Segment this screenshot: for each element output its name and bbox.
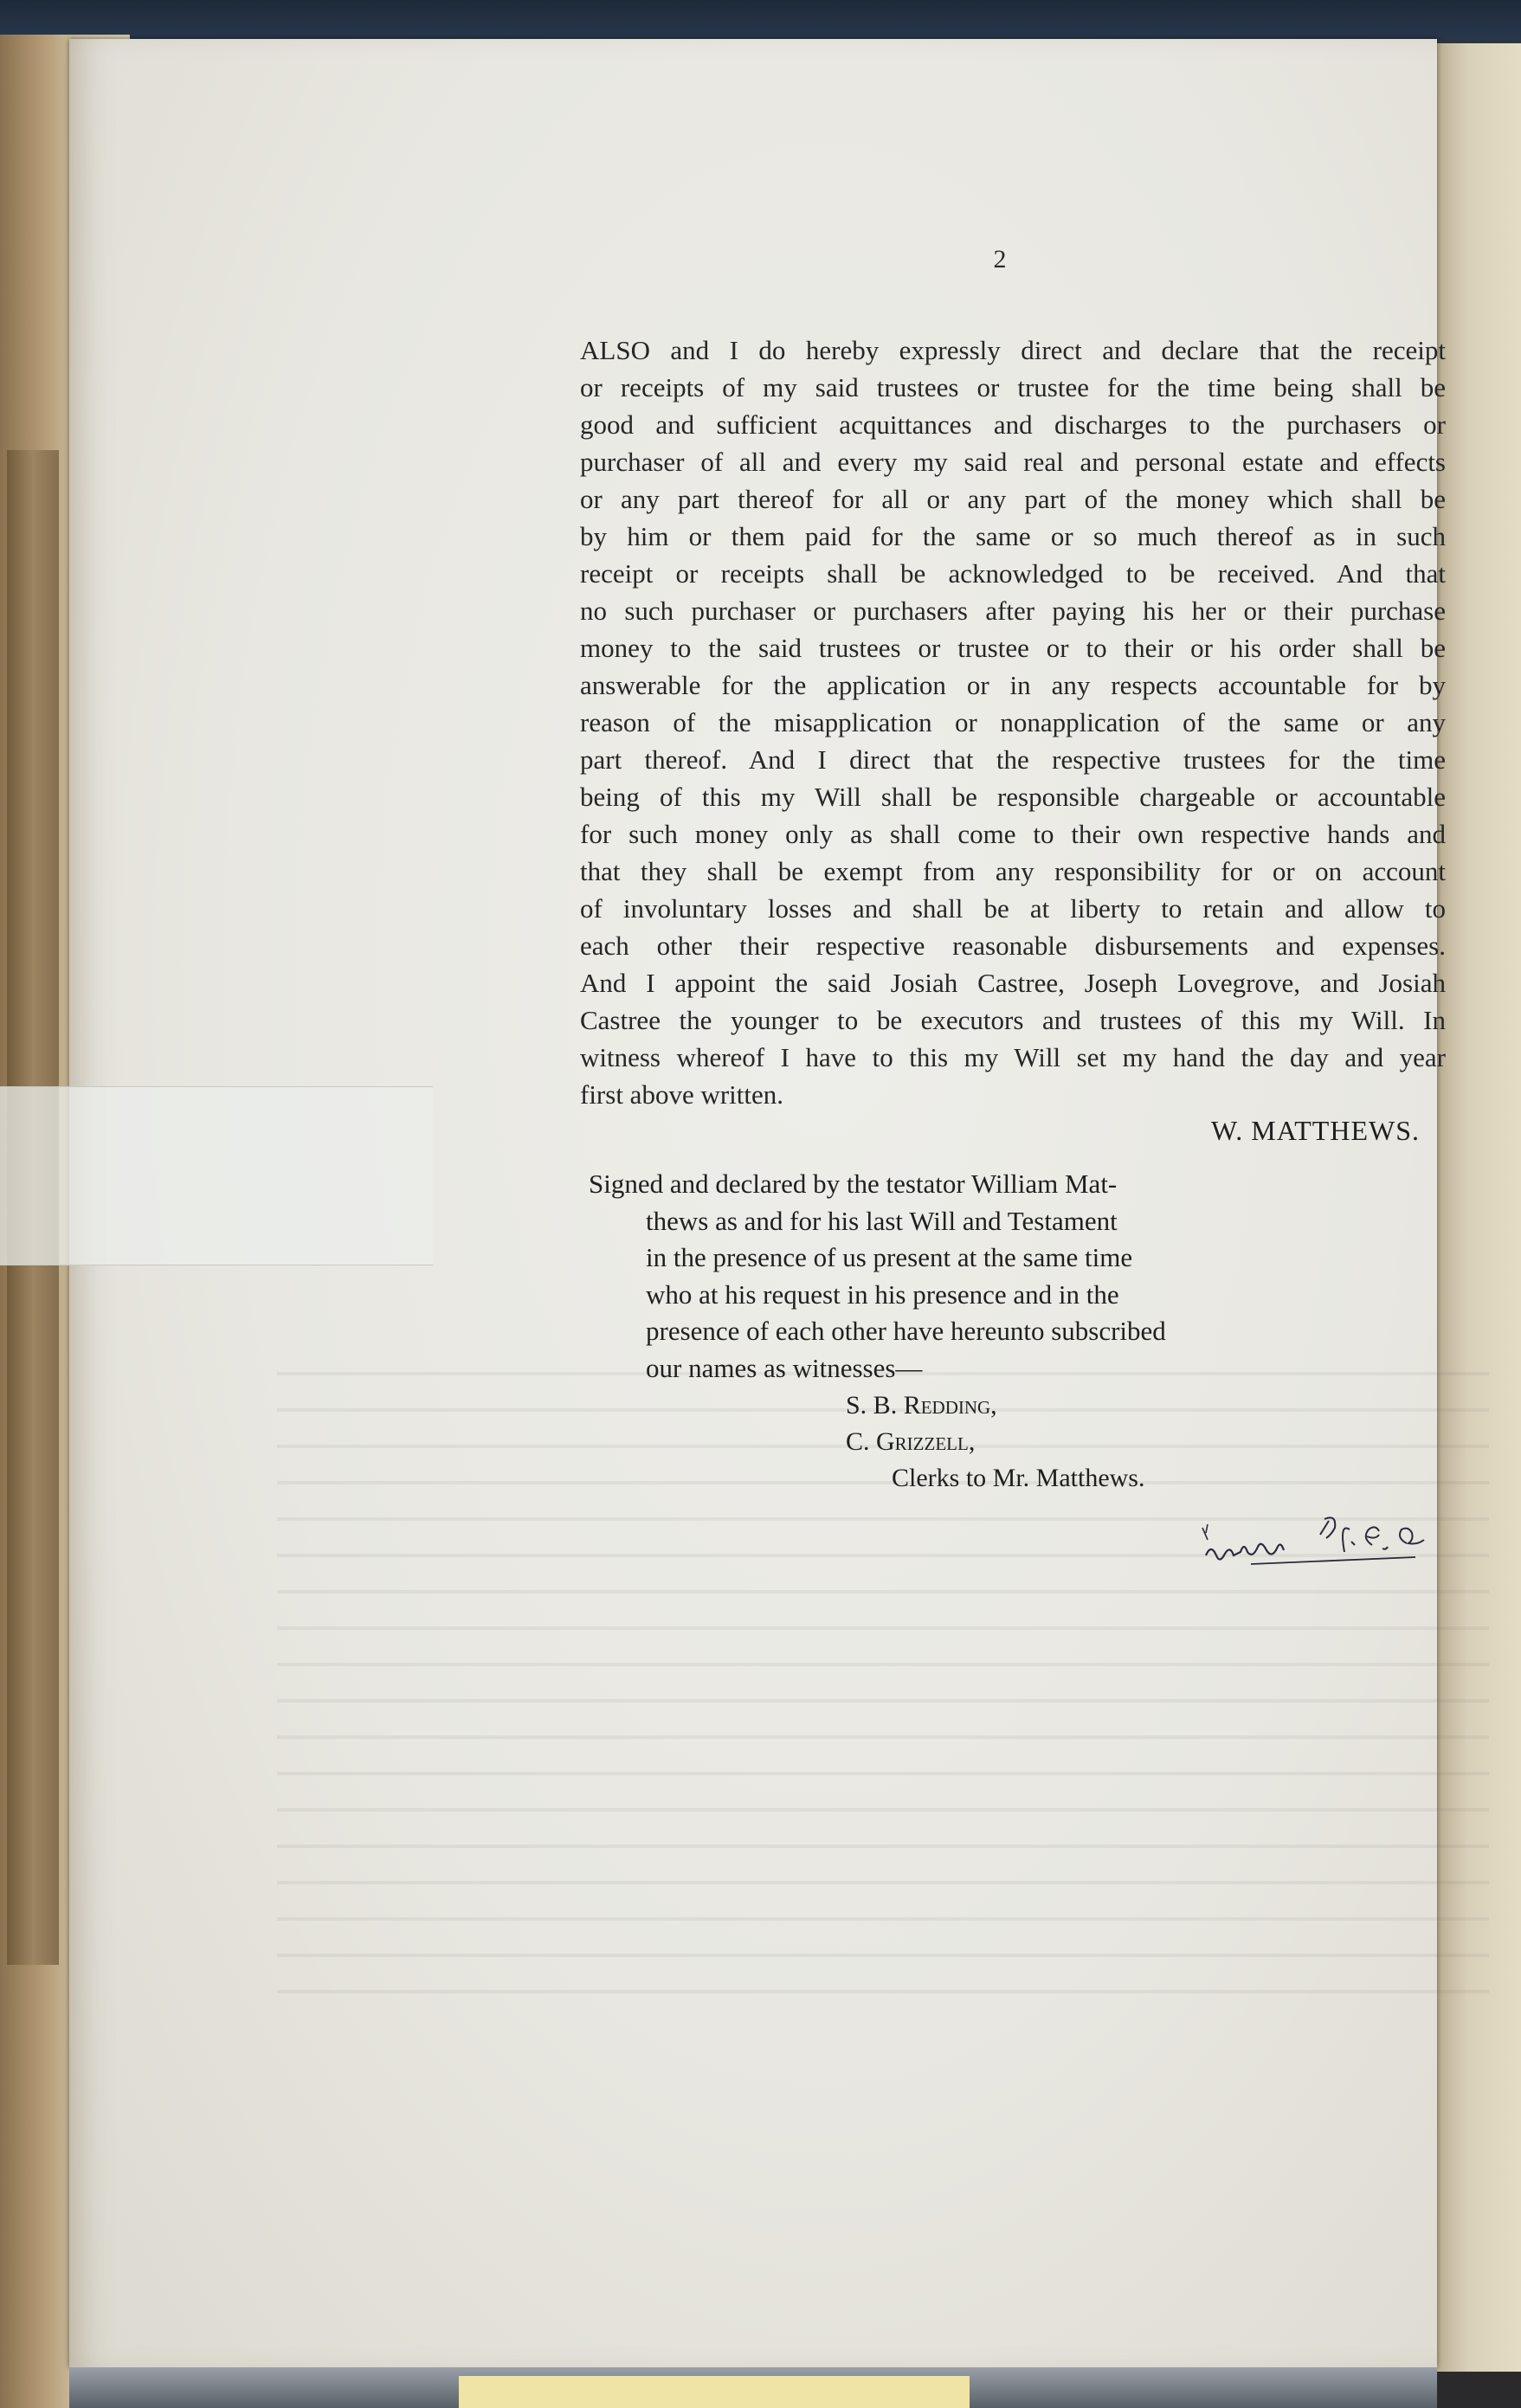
body-line: good and sufficient acquittances and discharges to the purchasers or bbox=[580, 409, 1446, 440]
attestation-line: who at his request in his presence and in the bbox=[646, 1278, 1119, 1310]
archive-tab bbox=[459, 2376, 970, 2408]
body-line: for such money only as shall come to their own respective hands and bbox=[580, 819, 1446, 849]
handwritten-annotation bbox=[1199, 1510, 1459, 1588]
will-body-paragraph bbox=[580, 332, 1446, 1113]
body-line: reason of the misapplication or nonapplication of the same or any bbox=[580, 707, 1446, 737]
attestation-line: our names as witnesses— bbox=[646, 1352, 923, 1383]
body-line: receipt or receipts shall be acknowledged to be received. And that bbox=[580, 558, 1446, 589]
body-line: part thereof. And I direct that the respective trustees for the time bbox=[580, 744, 1446, 775]
body-line: by him or them paid for the same or so much thereof as in such bbox=[580, 521, 1446, 551]
body-line: being of this my Will shall be responsible chargeable or accountable bbox=[580, 782, 1446, 812]
attestation-line: thews as and for his last Will and Testament bbox=[646, 1205, 1118, 1236]
body-line: Castree the younger to be executors and trustees of this my Will. In bbox=[580, 1005, 1446, 1035]
adjacent-page-edge bbox=[1433, 43, 1521, 2372]
page-number: 2 bbox=[993, 245, 1007, 274]
clerks-line: Clerks to Mr. Matthews. bbox=[892, 1464, 1145, 1492]
body-line: each other their respective reasonable disbursements and expenses. bbox=[580, 930, 1446, 961]
witness-name: S. B. Redding, bbox=[846, 1391, 997, 1420]
body-line: And I appoint the said Josiah Castree, Joseph Lovegrove, and Josiah bbox=[580, 968, 1446, 998]
body-line: money to the said trustees or trustee or to their or his order shall be bbox=[580, 633, 1446, 663]
attestation-line: Signed and declared by the testator William Mat- bbox=[589, 1169, 1118, 1199]
testator-signature: W. MATTHEWS. bbox=[1210, 1115, 1420, 1146]
body-line: witness whereof I have to this my Will set my hand the day and year bbox=[580, 1042, 1446, 1072]
body-line: answerable for the application or in any respects accountable for by bbox=[580, 670, 1446, 700]
body-line: or any part thereof for all or any part of the money which shall be bbox=[580, 484, 1446, 514]
body-line: first above written. bbox=[580, 1079, 784, 1110]
attestation-line: in the presence of us present at the same time bbox=[646, 1242, 1133, 1272]
body-line: or receipts of my said trustees or trustee for the time being shall be bbox=[580, 372, 1446, 402]
witness-name: C. Grizzell, bbox=[846, 1427, 976, 1456]
repair-tape bbox=[0, 1086, 433, 1265]
body-line: purchaser of all and every my said real and personal estate and effects bbox=[580, 447, 1446, 477]
body-line: of involuntary losses and shall be at liberty to retain and allow to bbox=[580, 893, 1446, 924]
body-line: ALSO and I do hereby expressly direct and declare that the receipt bbox=[580, 335, 1446, 365]
body-line: that they shall be exempt from any responsibility for or on account bbox=[580, 856, 1446, 886]
body-line: no such purchaser or purchasers after paying his her or their purchase bbox=[580, 596, 1446, 626]
attestation-line: presence of each other have hereunto subscribed bbox=[646, 1316, 1166, 1346]
attestation-clause bbox=[589, 1166, 1221, 1387]
